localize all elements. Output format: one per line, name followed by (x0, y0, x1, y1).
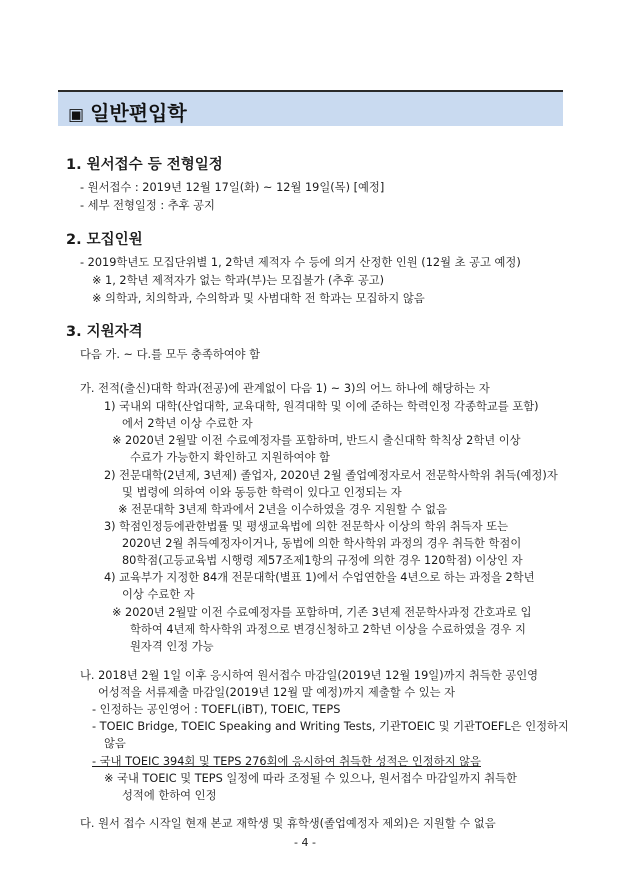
s3-ga-line: 2020년 2월 취득예정자이거나, 동법에 의한 학사학위 과정의 경우 취득한 학점이 (122, 537, 522, 550)
s3-na-line: - TOEIC Bridge, TOEIC Speaking and Writing Tests, 기관TOEIC 및 기관TOEFL은 인정하지 (92, 720, 569, 733)
section-3-heading: 3. 지원자격 (66, 324, 143, 340)
s3-na-underlined-line: - 국내 TOEIC 394회 및 TEPS 276회에 응시하여 취득한 성적은 인정하지 않음 (92, 755, 481, 768)
section-banner (58, 90, 563, 126)
s3-ga-note: ※ 전문대학 3년제 학과에서 2년을 이수하였을 경우 지원할 수 없음 (118, 503, 447, 516)
s3-da: 다. 원서 접수 시작일 현재 본교 재학생 및 휴학생(졸업예정자 제외)은 지원할 수 없음 (80, 817, 496, 830)
s3-ga-line: 2) 전문대학(2년제, 3년제) 졸업자, 2020년 2월 졸업예정자로서 전문학사학위 취득(예정)자 (104, 469, 558, 482)
s3-ga-note: 학하여 4년제 학사학위 과정으로 변경신청하고 2학년 이상을 수료하였을 경우 지 (130, 623, 526, 636)
banner-title (68, 97, 187, 126)
s1-item: - 원서접수 : 2019년 12월 17일(화) ~ 12월 19일(목) [예정] (80, 181, 385, 194)
s3-na-line: - 인정하는 공인영어 : TOEFL(iBT), TOEIC, TEPS (92, 703, 341, 716)
s3-ga-note: ※ 2020년 2월말 이전 수료예정자를 포함하며, 기존 3년제 전문학사과정 간호과로 입 (112, 606, 532, 619)
s2-item: - 2019학년도 모집단위별 1, 2학년 제적자 수 등에 의거 산정한 인원 (12월 초 공고 예정) (80, 256, 521, 269)
s3-ga-line: 1) 국내외 대학(산업대학, 교육대학, 원격대학 및 이에 준하는 학력인정 각종학교를 포함) (104, 400, 539, 413)
page-number: - 4 - (294, 836, 316, 849)
s3-ga-line: 4) 교육부가 지정한 84개 전문대학(별표 1)에서 수업연한을 4년으로 하는 과정을 2학년 (104, 571, 535, 584)
s3-na-note: 성적에 한하여 인정 (122, 789, 217, 802)
square-bullet-icon: ▣ (68, 105, 85, 125)
s3-ga-line: 3) 학점인정등에관한법률 및 평생교육법에 의한 전문학사 이상의 학위 취득자 또는 (104, 520, 509, 533)
s3-ga-line: 80학점(고등교육법 시행령 제57조제1항의 규정에 의한 경우 120학점) 이상인 자 (122, 554, 523, 567)
s3-ga-title: 가. 전적(출신)대학 학과(전공)에 관계없이 다음 1) ~ 3)의 어느 하나에 해당하는 자 (80, 382, 490, 395)
section-2-heading: 2. 모집인원 (66, 232, 143, 248)
s2-note: ※ 의학과, 치의학과, 수의학과 및 사범대학 전 학과는 모집하지 않음 (92, 292, 425, 305)
s3-na-line: 않음 (104, 737, 126, 750)
s3-na-line: 어성적을 서류제출 마감일(2019년 12월 말 예정)까지 제출할 수 있는 자 (98, 686, 456, 699)
s3-intro: 다음 가. ~ 다.를 모두 충족하여야 함 (80, 348, 261, 361)
s1-item: - 세부 전형일정 : 추후 공지 (80, 199, 215, 212)
s3-ga-note: 원자격 인정 가능 (130, 640, 214, 653)
s3-na-title: 나. 2018년 2월 1일 이후 응시하여 원서접수 마감일(2019년 12월 19일)까지 취득한 공인영 (80, 669, 539, 682)
s3-ga-note: 수료가 가능한지 확인하고 지원하여야 함 (130, 451, 330, 464)
s2-note: ※ 1, 2학년 제적자가 없는 학과(부)는 모집불가 (추후 공고) (92, 274, 385, 287)
s3-ga-line: 에서 2학년 이상 수료한 자 (122, 417, 253, 430)
banner-title-text: 일반편입학 (90, 101, 187, 125)
s3-ga-line: 및 법령에 의하여 이와 동등한 학력이 있다고 인정되는 자 (122, 486, 402, 499)
s3-ga-line: 이상 수료한 자 (122, 588, 195, 601)
section-1-heading: 1. 원서접수 등 전형일정 (66, 157, 223, 173)
s3-na-note: ※ 국내 TOEIC 및 TEPS 일정에 따라 조정될 수 있으나, 원서접수 마감일까지 취득한 (104, 772, 517, 785)
s3-ga-note: ※ 2020년 2월말 이전 수료예정자를 포함하며, 반드시 출신대학 학칙상 2학년 이상 (112, 434, 521, 447)
